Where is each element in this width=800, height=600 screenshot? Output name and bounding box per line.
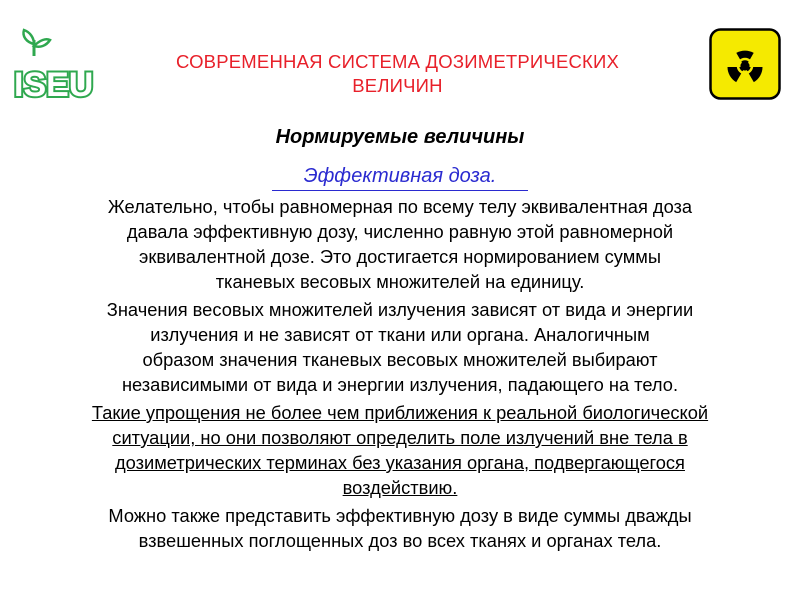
effective-dose-heading-text: Эффективная доза.	[303, 165, 497, 187]
leaf-sprout-icon	[12, 26, 94, 104]
slide-title-line-2: ВЕЛИЧИН	[352, 75, 443, 96]
heading-underline	[272, 190, 528, 191]
paragraph-line: тканевых весовых множителей на единицу.	[215, 271, 585, 292]
paragraph-line: Желательно, чтобы равномерная по всему телу эквивалентная доза	[107, 196, 693, 217]
paragraph-line: взвешенных поглощенных доз во всех тканях и органах тела.	[138, 530, 662, 551]
paragraph-line: Можно также представить эффективную дозу в виде суммы дважды	[108, 505, 692, 526]
paragraph-line: независимыми от вида и энергии излучения, падающего на тело.	[121, 374, 679, 395]
slide-title	[110, 50, 685, 98]
paragraph-line: дозиметрических терминах без указания органа, подвергающегося	[115, 452, 685, 473]
radiation-hazard-icon	[709, 28, 781, 100]
paragraph-line: Такие упрощения не более чем приближения к реальной биологической	[91, 402, 709, 423]
paragraph-1	[20, 194, 780, 294]
paragraph-line: Значения весовых множителей излучения зависят от вида и энергии	[106, 299, 694, 320]
paragraph-3-underlined	[18, 400, 782, 500]
paragraph-line: образом значения тканевых весовых множителей выбирают	[142, 349, 658, 370]
paragraph-4	[20, 503, 780, 553]
paragraph-line: воздействию.	[342, 477, 458, 498]
slide-title-line-1: СОВРЕМЕННАЯ СИСТЕМА ДОЗИМЕТРИЧЕСКИХ	[175, 51, 620, 72]
paragraph-line: давала эффективную дозу, численно равную этой равномерной	[126, 221, 674, 242]
paragraph-line: ситуации, но они позволяют определить поле излучений вне тела в	[112, 427, 688, 448]
paragraph-2	[20, 297, 780, 397]
paragraph-line: эквивалентной дозе. Это достигается нормированием суммы	[139, 246, 661, 267]
iseu-logo	[12, 26, 94, 104]
paragraph-line: излучения и не зависят от ткани или органа. Аналогичным	[150, 324, 650, 345]
effective-dose-heading	[270, 165, 530, 188]
radiation-hazard-sign	[709, 28, 781, 100]
logo-text: ISEU	[14, 66, 94, 104]
section-heading: Нормируемые величины	[275, 126, 525, 148]
